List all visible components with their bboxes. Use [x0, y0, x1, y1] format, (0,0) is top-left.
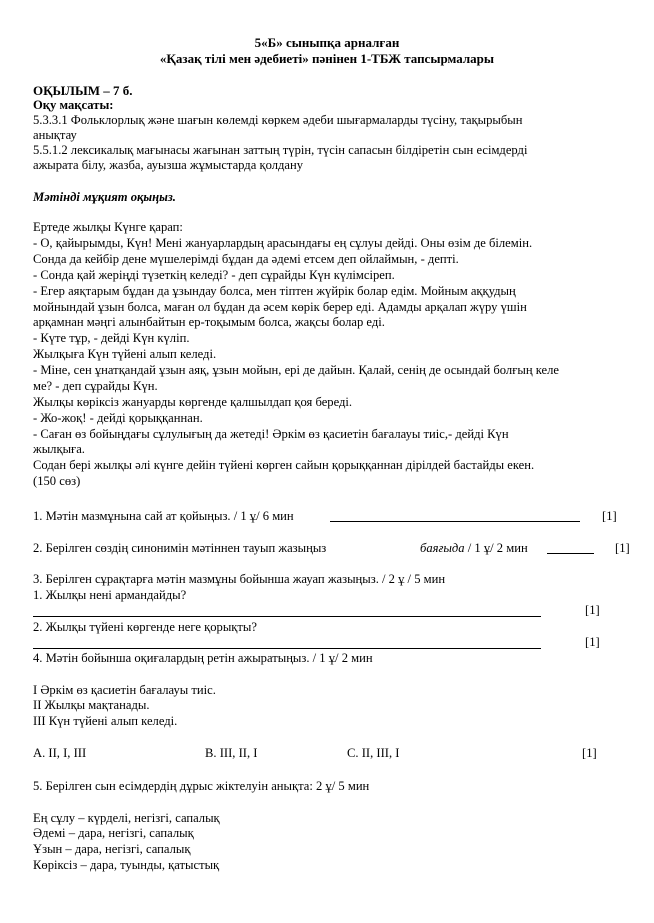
adjective-item[interactable]: Ұзын – дара, негізгі, сапалық — [33, 842, 191, 856]
task-3-question-1: 1. Жылқы нені армандайды? — [33, 588, 187, 602]
text-line: - Жо-жоқ! - дейді қорыққаннан. — [33, 411, 203, 425]
text-line: - О, қайырымды, Күн! Мені жануарлардың арасындағы ең сұлуы дейді. Оны өзім де білемін. — [33, 236, 533, 250]
text-line: Жылқыға Күн түйені алып келеді. — [33, 347, 217, 361]
text-line: жылқыға. — [33, 442, 85, 456]
option-c[interactable]: C. II, III, I — [347, 746, 400, 760]
text-line: - Егер аяқтарым бұдан да ұзындау болса, мен тіптен жүйрік болар едім. Мойным аққудың — [33, 284, 516, 298]
task-2-time: / 1 ұ/ 2 мин — [464, 541, 528, 555]
answer-line[interactable] — [33, 648, 541, 649]
read-instruction: Мәтінді мұқият оқыңыз. — [33, 190, 176, 204]
goal-line: 5.3.3.1 Фольклорлық және шағын көлемді көркем әдеби шығармаларды түсіну, тақырыбын — [33, 113, 523, 127]
task-3-prompt: 3. Берілген сұрақтарға мәтін мазмұны бойынша жауап жазыңыз. / 2 ұ / 5 мин — [33, 572, 446, 586]
score-mark: [1] — [602, 509, 617, 523]
answer-line[interactable] — [33, 616, 541, 617]
text-line: - Міне, сен ұнатқандай ұзын аяқ, ұзын мойын, ері де дайын. Қалай, сенің де осындай болғың келе — [33, 363, 559, 377]
goal-line: 5.5.1.2 лексикалық мағынасы жағынан заттың түрін, түсін сапасын білдіретін сын есімдерді — [33, 143, 528, 157]
adjective-item[interactable]: Көріксіз – дара, туынды, қатыстық — [33, 858, 220, 872]
task-2-target — [420, 541, 528, 556]
task-5-prompt: 5. Берілген сын есімдердің дұрыс жіктелуін анықта: 2 ұ/ 5 мин — [33, 779, 370, 793]
event-item: II Жылқы мақтанады. — [33, 698, 150, 712]
adjective-item[interactable]: Әдемі – дара, негізгі, сапалық — [33, 826, 194, 840]
score-mark: [1] — [582, 746, 597, 760]
text-line: арқамнан мәңгі алынбайтын ер-тоқымым болса, жақсы болар еді. — [33, 315, 385, 329]
score-mark: [1] — [585, 603, 600, 617]
adjective-item[interactable]: Ең сұлу – күрделі, негізгі, сапалық — [33, 811, 220, 825]
event-item: I Әркім өз қасиетін бағалауы тиіс. — [33, 683, 216, 697]
text-line: Содан бері жылқы әлі күнге дейін түйені көрген сайын қорыққаннан дірілдей бастайды екен. — [33, 458, 535, 472]
text-line: Сонда да кейбір дене мүшелерімді бұдан да әдемі етсем деп ойлаймын, - депті. — [33, 252, 459, 266]
score-mark: [1] — [585, 635, 600, 649]
reading-title: ОҚЫЛЫМ – 7 б. — [33, 83, 133, 98]
task-2-word: баяғыда — [420, 541, 465, 555]
option-b[interactable]: B. III, II, I — [205, 746, 258, 760]
goal-label: Оқу мақсаты: — [33, 98, 114, 112]
text-line: мойнындай ұзын болса, маған ол бұдан да әсем көрік берер еді. Адамды арқалап жүру үшін — [33, 300, 527, 314]
goal-line: анықтау — [33, 128, 77, 142]
answer-line[interactable] — [547, 553, 594, 554]
text-line: - Сонда қай жеріңді түзеткің келеді? - деп сұрайды Күн күлімсіреп. — [33, 268, 395, 282]
answer-line[interactable] — [330, 521, 580, 522]
text-line: ме? - деп сұрайды Күн. — [33, 379, 158, 393]
task-4-prompt: 4. Мәтін бойынша оқиғалардың ретін ажыратыңыз. / 1 ұ/ 2 мин — [33, 651, 373, 665]
task-2-prompt: 2. Берілген сөздің синонимін мәтіннен тауып жазыңыз — [33, 541, 327, 555]
word-count: (150 сөз) — [33, 474, 81, 488]
header-line-1: 5«Б» сыныпқа арналған — [254, 35, 400, 50]
task-1-prompt: 1. Мәтін мазмұнына сай ат қойыңыз. / 1 ұ/ 6 мин — [33, 509, 294, 523]
option-a[interactable]: A. II, I, III — [33, 746, 87, 760]
event-item: III Күн түйені алып келеді. — [33, 714, 178, 728]
task-3-question-2: 2. Жылқы түйені көргенде неге қорықты? — [33, 620, 257, 634]
score-mark: [1] — [615, 541, 630, 555]
header-line-2: «Қазақ тілі мен әдебиеті» пәнінен 1-ТБЖ тапсырмалары — [159, 51, 495, 66]
text-line: Ертеде жылқы Күнге қарап: — [33, 220, 183, 234]
goal-line: ажырата білу, жазба, ауызша жұмыстарда қолдану — [33, 158, 304, 172]
text-line: Жылқы көріксіз жануарды көргенде қалшылдап қоя береді. — [33, 395, 353, 409]
text-line: - Күте тұр, - дейді Күн күліп. — [33, 331, 190, 345]
text-line: - Саған өз бойыңдағы сұлулығың да жетеді! Әркім өз қасиетін бағалауы тиіс,- дейді Күн — [33, 427, 509, 441]
